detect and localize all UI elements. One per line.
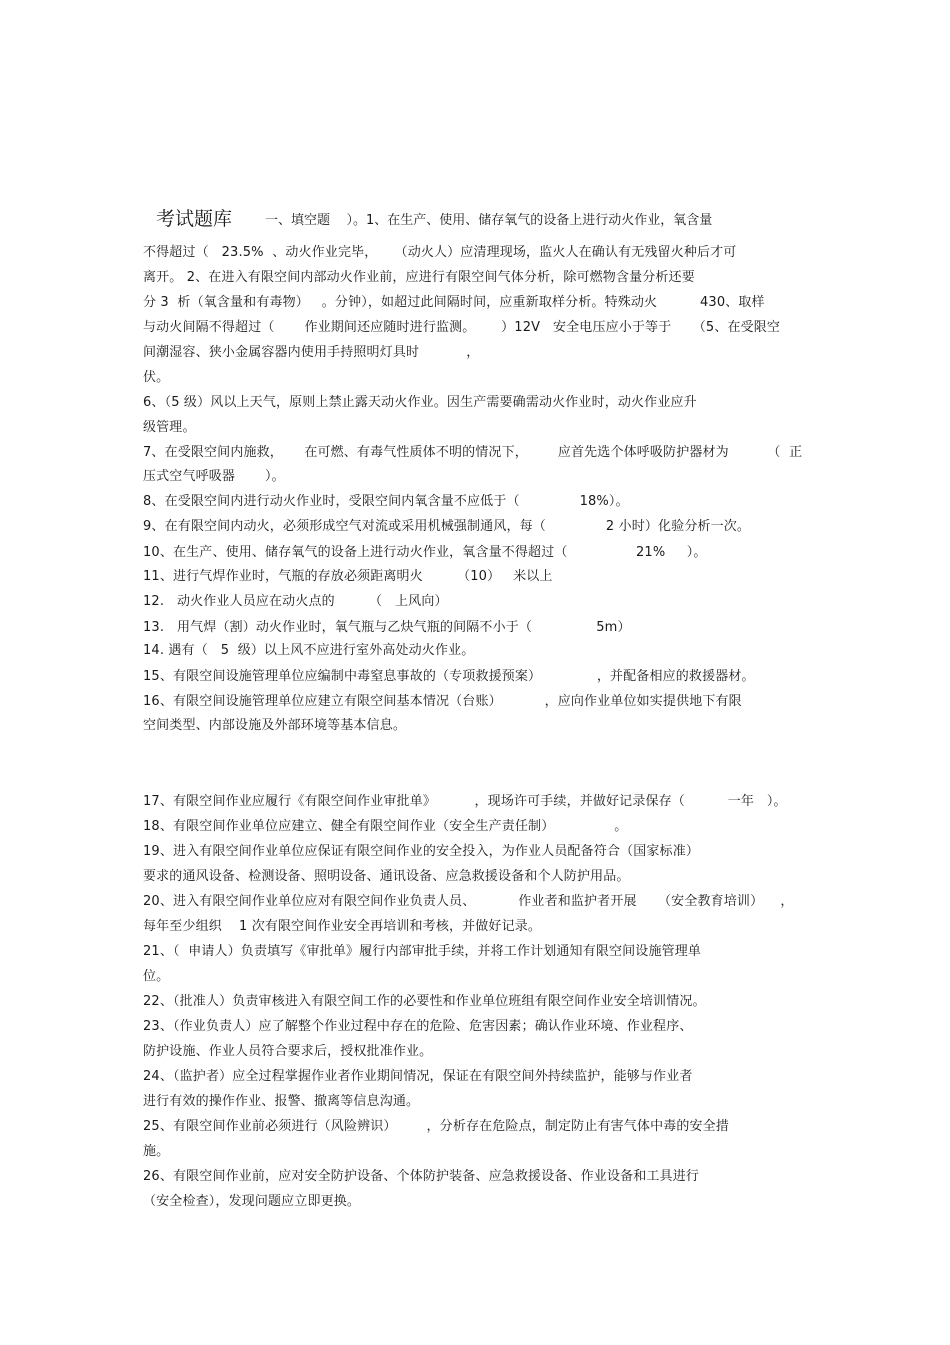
text-line: 不得超过（ 23.5% 、动火作业完毕， （动火人）应清理现场，监火人在确认有无残留火种后才可 xyxy=(143,245,737,260)
text-line: 空间类型、内部设施及外部环境等基本信息。 xyxy=(143,718,407,733)
text-line: 施。 xyxy=(143,1144,170,1159)
text-line: 18、有限空间作业单位应建立、健全有限空间作业（安全生产责任制） 。 xyxy=(143,819,628,834)
text-line: 防护设施、作业人员符合要求后，授权批准作业。 xyxy=(143,1044,433,1059)
text-line: 22、（批准人）负责审核进入有限空间工作的必要性和作业单位班组有限空间作业安全培训情况。 xyxy=(143,994,706,1009)
text-line: 14. 遇有（ 5 级）以上风不应进行室外高处动火作业。 xyxy=(143,643,475,658)
text-line: 要求的通风设备、检测设备、照明设备、通讯设备、应急救援设备和个人防护用品。 xyxy=(143,869,630,884)
text-line: 17、有限空间作业应履行《有限空间作业审批单》 ，现场许可手续，并做好记录保存（ 一年 ）。 xyxy=(143,794,787,809)
text-line: 11、进行气焊作业时，气瓶的存放必须距离明火 （10） 米以上 xyxy=(143,569,553,584)
text-line: 位。 xyxy=(143,969,170,984)
text-line: 10、在生产、使用、储存氧气的设备上进行动火作业，氧含量不得超过（ 21% ）。 xyxy=(143,545,707,560)
text-line: 25、有限空间作业前必须进行（风险辨识） ，分析存在危险点，制定防止有害气体中毒的安全措 xyxy=(143,1119,729,1134)
text-line: 分 3 析（氧含量和有毒物） 。分钟），如超过此间隔时间，应重新取样分析。特殊动火 430、取样 xyxy=(143,295,765,310)
text-line: 与动火间隔不得超过（ 作业期间还应随时进行监测。 ）12V 安全电压应小于等于 （5、在受限空 xyxy=(143,320,781,335)
text-line: 离开。 2、在进入有限空间内部动火作业前，应进行有限空间气体分析，除可燃物含量分析还要 xyxy=(143,270,695,285)
text-line: 9、在有限空间内动火，必须形成空气对流或采用机械强制通风，每（ 2 小时）化验分析一次。 xyxy=(143,519,751,534)
text-line: 20、进入有限空间作业单位应对有限空间作业负责人员、 作业者和监护者开展 （安全教育培训） ， xyxy=(143,894,794,909)
text-line: 6、（5 级）风以上天气，原则上禁止露天动火作业。因生产需要确需动火作业时，动火作业应升 xyxy=(143,395,697,410)
text-line: 7、在受限空间内施救， 在可燃、有毒气性质体不明的情况下， 应首先选个体呼吸防护器材为 （ 正 xyxy=(143,445,803,460)
text-line: 进行有效的操作作业、报警、撤离等信息沟通。 xyxy=(143,1094,420,1109)
text-line: 级管理。 xyxy=(143,420,196,435)
text-line: 压式空气呼吸器 ）。 xyxy=(143,469,285,484)
text-line: 15、有限空间设施管理单位应编制中毒窒息事故的（专项救援预案） ，并配备相应的救援器材。 xyxy=(143,669,755,684)
doc-title: 考试题库 xyxy=(156,208,233,230)
text-line: 16、有限空间设施管理单位应建立有限空间基本情况（台账） ，应向作业单位如实提供地下有限 xyxy=(143,694,742,709)
text-line: 26、有限空间作业前，应对安全防护设备、个体防护装备、应急救援设备、作业设备和工具进行 xyxy=(143,1169,699,1184)
text-line: 间潮湿容、狭小金属容器内使用手持照明灯具时 ， xyxy=(143,345,480,360)
text-line: 8、在受限空间内进行动火作业时，受限空间内氧含量不应低于（ 18%）。 xyxy=(143,494,629,509)
text-line: 每年至少组织 1 次有限空间作业安全再培训和考核，并做好记录。 xyxy=(143,919,542,934)
text-line: 21、（ 申请人）负责填写《审批单》履行内部审批手续，并将工作计划通知有限空间设施管理单 xyxy=(143,944,702,959)
text-line: 23、（作业负责人）应了解整个作业过程中存在的危险、危害因素；确认作业环境、作业程序、 xyxy=(143,1019,693,1034)
text-line: 19、进入有限空间作业单位应保证有限空间作业的安全投入，为作业人员配备符合（国家标准） xyxy=(143,844,699,859)
text-line: 伏。 xyxy=(143,370,170,385)
text-line: 12. 动火作业人员应在动火点的 （ 上风向） xyxy=(143,594,448,609)
text-line: 24、（监护者）应全过程掌握作业者作业期间情况，保证在有限空间外持续监护，能够与作业者 xyxy=(143,1069,693,1084)
first-line: 一、填空题 ）。1、在生产、使用、储存氧气的设备上进行动火作业，氧含量 xyxy=(265,213,713,228)
text-line: 13. 用气焊（割）动火作业时，氧气瓶与乙炔气瓶的间隔不小于（ 5m） xyxy=(143,620,631,635)
text-line: （安全检查），发现问题应立即更换。 xyxy=(143,1194,361,1209)
